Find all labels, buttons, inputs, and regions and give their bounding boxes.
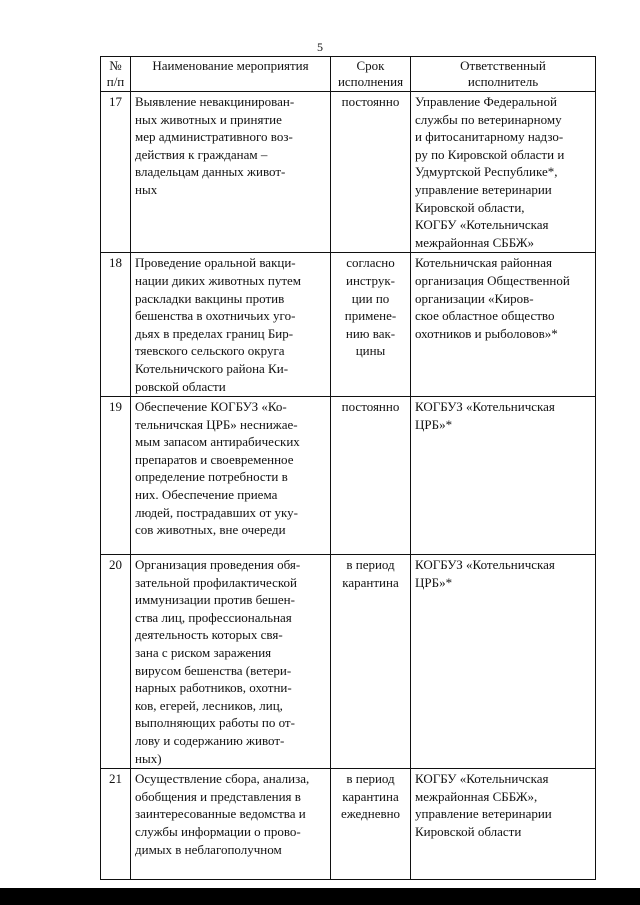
row-number: 17: [101, 92, 131, 253]
measure-name: Выявление невакцинирован- ных животных и принятие мер административного воз- действия к гражданам – владельцам данных живот- ных: [131, 92, 331, 253]
measure-term: согласно инструк- ции по примене- нию вак- цины: [331, 253, 411, 397]
header-number: № п/п: [101, 57, 131, 92]
header-term: Срок исполнения: [331, 57, 411, 92]
bottom-scan-bar: [0, 888, 640, 905]
table-row: [101, 253, 596, 397]
table-row: [101, 397, 596, 555]
measure-term: в период карантина ежедневно: [331, 769, 411, 880]
measure-name: Осуществление сбора, анализа, обобщения и представления в заинтересованные ведомства и службы информации о прово- димых в неблагополучном: [131, 769, 331, 880]
row-number: 20: [101, 555, 131, 769]
row-number: 19: [101, 397, 131, 555]
table-row: [101, 769, 596, 880]
row-number: 18: [101, 253, 131, 397]
measure-term: постоянно: [331, 92, 411, 253]
measure-name: Обеспечение КОГБУЗ «Ко- тельничская ЦРБ» неснижае- мым запасом антирабических препаратов и своевременное определение потребности в них. Обеспечение приема людей, пострадавших от уку- сов животных, вне очереди: [131, 397, 331, 555]
measure-responsible: КОГБУЗ «Котельничская ЦРБ»*: [411, 397, 596, 555]
measure-term: постоянно: [331, 397, 411, 555]
page-number: 5: [317, 40, 323, 54]
table-row: [101, 555, 596, 769]
table-header-row: [101, 57, 596, 92]
table-row: [101, 92, 596, 253]
measure-responsible: КОГБУ «Котельничская межрайонная СББЖ», управление ветеринарии Кировской области: [411, 769, 596, 880]
measure-name: Организация проведения обя- зательной профилактической иммунизации против бешен- ства лиц, профессиональная деятельность которых свя- зана с риском заражения вирусом бешенства (ветери- нарных работников, охотни- ков, егерей, лесников, лиц, выполняющих работы по от- лову и содержанию живот- ных): [131, 555, 331, 769]
measures-table: [100, 56, 596, 880]
measure-responsible: Управление Федеральной службы по ветеринарному и фитосанитарному надзо- ру по Кировской области и Удмуртской Республике*, управление ветеринарии Кировской области, КОГБУ «Котельничская межрайонная СББЖ»: [411, 92, 596, 253]
measure-responsible: КОГБУЗ «Котельничская ЦРБ»*: [411, 555, 596, 769]
row-number: 21: [101, 769, 131, 880]
measure-term: в период карантина: [331, 555, 411, 769]
header-responsible: Ответственный исполнитель: [411, 57, 596, 92]
measure-responsible: Котельничская районная организация Общественной организации «Киров- ское областное общество охотников и рыболовов»*: [411, 253, 596, 397]
measure-name: Проведение оральной вакци- нации диких животных путем раскладки вакцины против бешенства в охотничьих уго- дьях в пределах границ Бир- тяевского сельского округа Котельничского района Ки- ровской области: [131, 253, 331, 397]
header-measure-name: Наименование мероприятия: [131, 57, 331, 92]
